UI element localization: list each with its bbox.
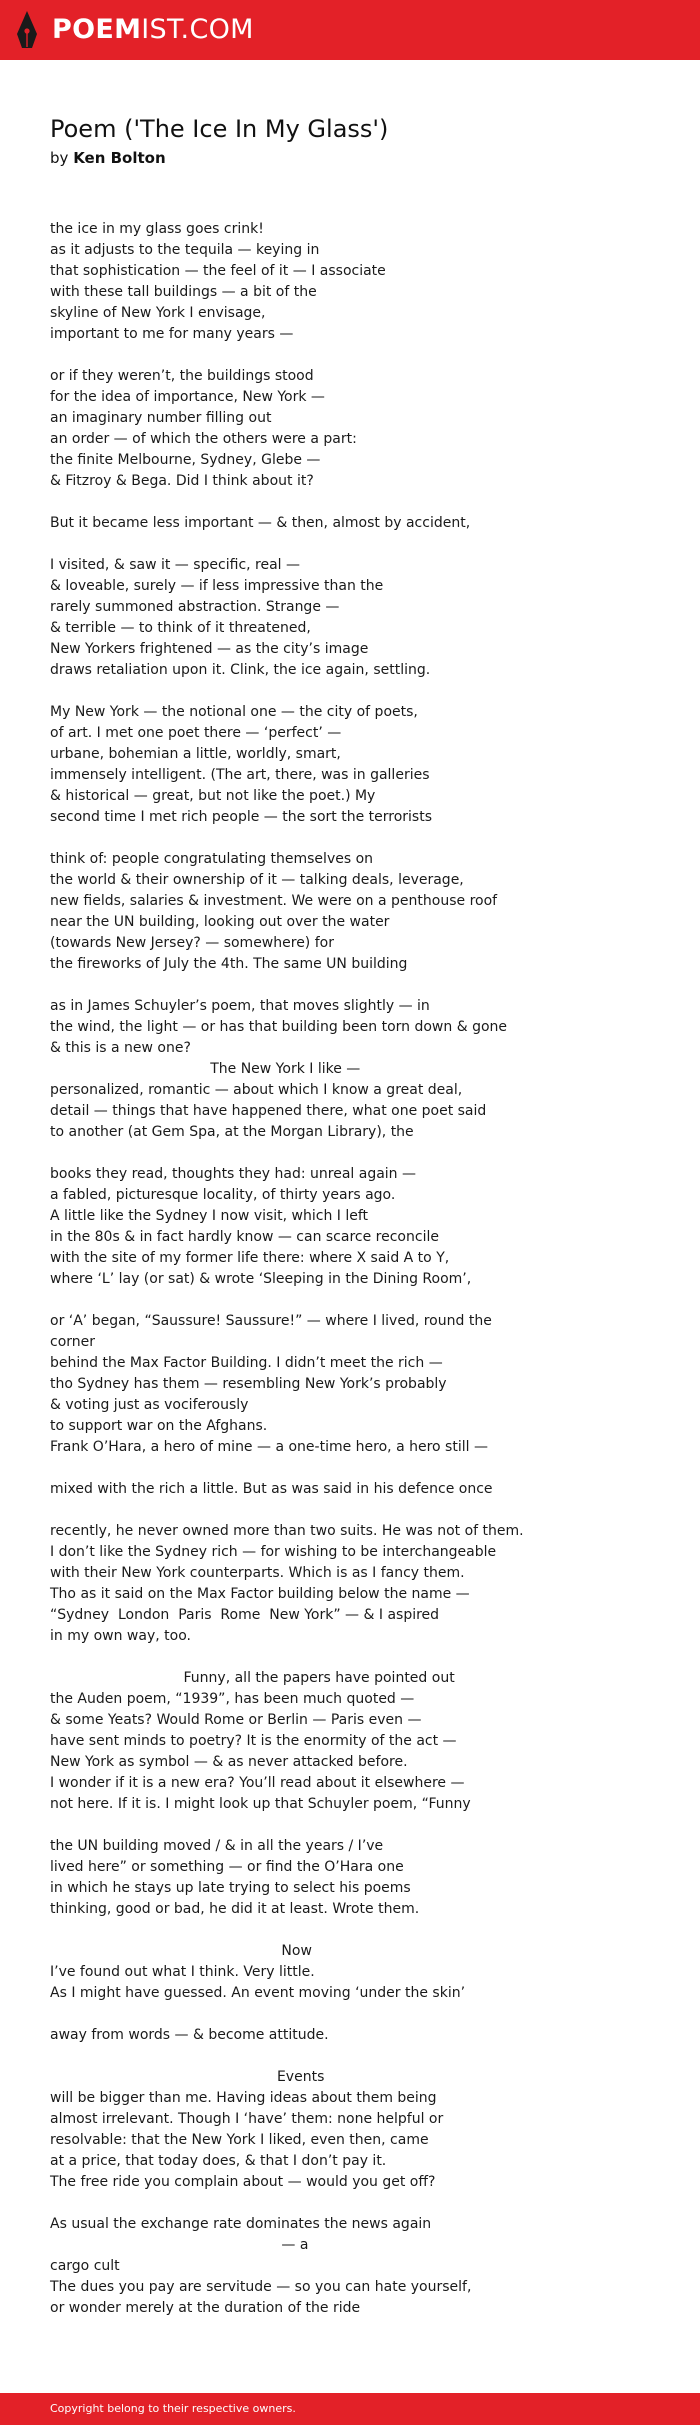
stanza-break xyxy=(50,1500,610,1521)
poem-line: & historical — great, but not like the poet.) My xyxy=(50,788,376,804)
poem-line: books they read, thoughts they had: unreal again — xyxy=(50,1166,417,1182)
poem-line: with their New York counterparts. Which is as I fancy them. xyxy=(50,1565,465,1581)
stanza-break xyxy=(50,1920,610,1941)
stanza-break xyxy=(50,2004,610,2025)
poem-line: mixed with the rich a little. But as was said in his defence once xyxy=(50,1481,493,1497)
stanza-break xyxy=(50,345,610,366)
poem-line: personalized, romantic — about which I know a great deal, xyxy=(50,1082,463,1098)
poem-line: with these tall buildings — a bit of the xyxy=(50,284,317,300)
poem-line: not here. If it is. I might look up that Schuyler poem, “Funny xyxy=(50,1796,471,1812)
poem-line: as in James Schuyler’s poem, that moves slightly — in xyxy=(50,998,430,1014)
poem-line: to support war on the Afghans. xyxy=(50,1418,268,1434)
poem-line: corner xyxy=(50,1334,96,1350)
poem-line: the finite Melbourne, Sydney, Glebe — xyxy=(50,452,321,468)
poem-line: & this is a new one? xyxy=(50,1040,191,1056)
poem-line: New York as symbol — & as never attacked before. xyxy=(50,1754,408,1770)
poem-line: A little like the Sydney I now visit, which I left xyxy=(50,1208,369,1224)
fountain-pen-nib-icon xyxy=(16,10,38,50)
poem-line: for the idea of importance, New York — xyxy=(50,389,325,405)
poem-line: Funny, all the papers have pointed out xyxy=(50,1670,455,1686)
poem-line: where ‘L’ lay (or sat) & wrote ‘Sleeping in the Dining Room’, xyxy=(50,1271,472,1287)
poem-line: & voting just as vociferously xyxy=(50,1397,249,1413)
stanza-break xyxy=(50,534,610,555)
stanza-break xyxy=(50,1290,610,1311)
poem-line: Tho as it said on the Max Factor building below the name — xyxy=(50,1586,470,1602)
poem-line: resolvable: that the New York I liked, even then, came xyxy=(50,2132,429,2148)
poem-line: the wind, the light — or has that building been torn down & gone xyxy=(50,1019,508,1035)
poem-line: an order — of which the others were a part: xyxy=(50,431,357,447)
poem-line: to another (at Gem Spa, at the Morgan Library), the xyxy=(50,1124,414,1140)
poem-line: My New York — the notional one — the city of poets, xyxy=(50,704,418,720)
brand-name: POEM xyxy=(52,14,142,45)
poem-line: that sophistication — the feel of it — I associate xyxy=(50,263,386,279)
poem-line: have sent minds to poetry? It is the enormity of the act — xyxy=(50,1733,457,1749)
poem-line: skyline of New York I envisage, xyxy=(50,305,266,321)
poem-line: or wonder merely at the duration of the ride xyxy=(50,2300,361,2316)
poem-line: detail — things that have happened there, what one poet said xyxy=(50,1103,487,1119)
site-footer xyxy=(0,2393,700,2425)
poem-line: New Yorkers frightened — as the city’s image xyxy=(50,641,369,657)
poem-line: the UN building moved / & in all the years / I’ve xyxy=(50,1838,384,1854)
poem-line: at a price, that today does, & that I don’t pay it. xyxy=(50,2153,387,2169)
poem-line: in my own way, too. xyxy=(50,1628,191,1644)
poem-line: the fireworks of July the 4th. The same UN building xyxy=(50,956,408,972)
poem-line: rarely summoned abstraction. Strange — xyxy=(50,599,340,615)
stanza-break xyxy=(50,2193,610,2214)
poem-line: with the site of my former life there: where X said A to Y, xyxy=(50,1250,450,1266)
poem-line: recently, he never owned more than two suits. He was not of them. xyxy=(50,1523,524,1539)
poem-line: in which he stays up late trying to select his poems xyxy=(50,1880,411,1896)
stanza-break xyxy=(50,975,610,996)
poem-line: Now xyxy=(50,1943,312,1959)
poem-line: important to me for many years — xyxy=(50,326,294,342)
poem-line: & Fitzroy & Bega. Did I think about it? xyxy=(50,473,314,489)
poem-line: The New York I like — xyxy=(50,1061,361,1077)
poem-line: the Auden poem, “1939”, has been much quoted — xyxy=(50,1691,415,1707)
poem-line: The free ride you complain about — would you get off? xyxy=(50,2174,436,2190)
byline xyxy=(50,148,166,168)
poem-line: & terrible — to think of it threatened, xyxy=(50,620,311,636)
stanza-break xyxy=(50,1143,610,1164)
poem-line: cargo cult xyxy=(50,2258,120,2274)
byline-prefix: by xyxy=(50,149,69,167)
stanza-break xyxy=(50,492,610,513)
poem-line: immensely intelligent. (The art, there, was in galleries xyxy=(50,767,430,783)
poem-line: as it adjusts to the tequila — keying in xyxy=(50,242,320,258)
poem-title: Poem ('The Ice In My Glass') xyxy=(50,115,389,143)
poem-line: behind the Max Factor Building. I didn’t meet the rich — xyxy=(50,1355,443,1371)
poem-line: near the UN building, looking out over the water xyxy=(50,914,390,930)
poem-line: a fabled, picturesque locality, of thirty years ago. xyxy=(50,1187,396,1203)
poem-line: & some Yeats? Would Rome or Berlin — Paris even — xyxy=(50,1712,422,1728)
poem-line: “Sydney London Paris Rome New York” — & I aspired xyxy=(50,1607,440,1623)
poem-line: or ‘A’ began, “Saussure! Saussure!” — where I lived, round the xyxy=(50,1313,492,1329)
brand-suffix: IST.COM xyxy=(141,14,254,45)
poem-line: draws retaliation upon it. Clink, the ice again, settling. xyxy=(50,662,431,678)
poem-line: away from words — & become attitude. xyxy=(50,2027,329,2043)
poem-line: think of: people congratulating themselves on xyxy=(50,851,374,867)
site-logo[interactable] xyxy=(16,10,254,50)
poem-line: the world & their ownership of it — talking deals, leverage, xyxy=(50,872,464,888)
poem-line: I wonder if it is a new era? You’ll read about it elsewhere — xyxy=(50,1775,465,1791)
poem-line: second time I met rich people — the sort the terrorists xyxy=(50,809,433,825)
stanza-break xyxy=(50,1458,610,1479)
poem-line: or if they weren’t, the buildings stood xyxy=(50,368,314,384)
poem-line: The dues you pay are servitude — so you can hate yourself, xyxy=(50,2279,472,2295)
poem-line: I visited, & saw it — specific, real — xyxy=(50,557,301,573)
stanza-break xyxy=(50,2046,610,2067)
poem-line: I don’t like the Sydney rich — for wishing to be interchangeable xyxy=(50,1544,497,1560)
poem-line: As usual the exchange rate dominates the news again xyxy=(50,2216,432,2232)
poem-line: will be bigger than me. Having ideas about them being xyxy=(50,2090,437,2106)
poem-line: Events xyxy=(50,2069,325,2085)
stanza-break xyxy=(50,828,610,849)
poem-line: the ice in my glass goes crink! xyxy=(50,221,264,237)
poem-body xyxy=(50,219,610,2319)
poem-line: tho Sydney has them — resembling New York’s probably xyxy=(50,1376,447,1392)
poem-line: urbane, bohemian a little, worldly, smart, xyxy=(50,746,341,762)
poem-line: thinking, good or bad, he did it at least. Wrote them. xyxy=(50,1901,420,1917)
stanza-break xyxy=(50,681,610,702)
author-link[interactable]: Ken Bolton xyxy=(73,149,166,167)
stanza-break xyxy=(50,1815,610,1836)
poem-line: As I might have guessed. An event moving ‘under the skin’ xyxy=(50,1985,466,2001)
stanza-break xyxy=(50,1647,610,1668)
copyright-notice: Copyright belong to their respective owners. xyxy=(50,2402,296,2415)
poem-line: lived here” or something — or find the O’Hara one xyxy=(50,1859,404,1875)
poem-line: of art. I met one poet there — ‘perfect’ — xyxy=(50,725,342,741)
poem-line: almost irrelevant. Though I ‘have’ them: none helpful or xyxy=(50,2111,444,2127)
site-header xyxy=(0,0,700,60)
poem-line: (towards New Jersey? — somewhere) for xyxy=(50,935,334,951)
poem-line: in the 80s & in fact hardly know — can scarce reconcile xyxy=(50,1229,439,1245)
poem-line: an imaginary number filling out xyxy=(50,410,272,426)
site-wordmark xyxy=(52,12,254,48)
poem-line: — a xyxy=(50,2237,309,2253)
poem-line: But it became less important — & then, almost by accident, xyxy=(50,515,471,531)
poem-line: new fields, salaries & investment. We were on a penthouse roof xyxy=(50,893,498,909)
poem-line: & loveable, surely — if less impressive than the xyxy=(50,578,384,594)
poem-line: I’ve found out what I think. Very little. xyxy=(50,1964,315,1980)
poem-line: Frank O’Hara, a hero of mine — a one-time hero, a hero still — xyxy=(50,1439,488,1455)
